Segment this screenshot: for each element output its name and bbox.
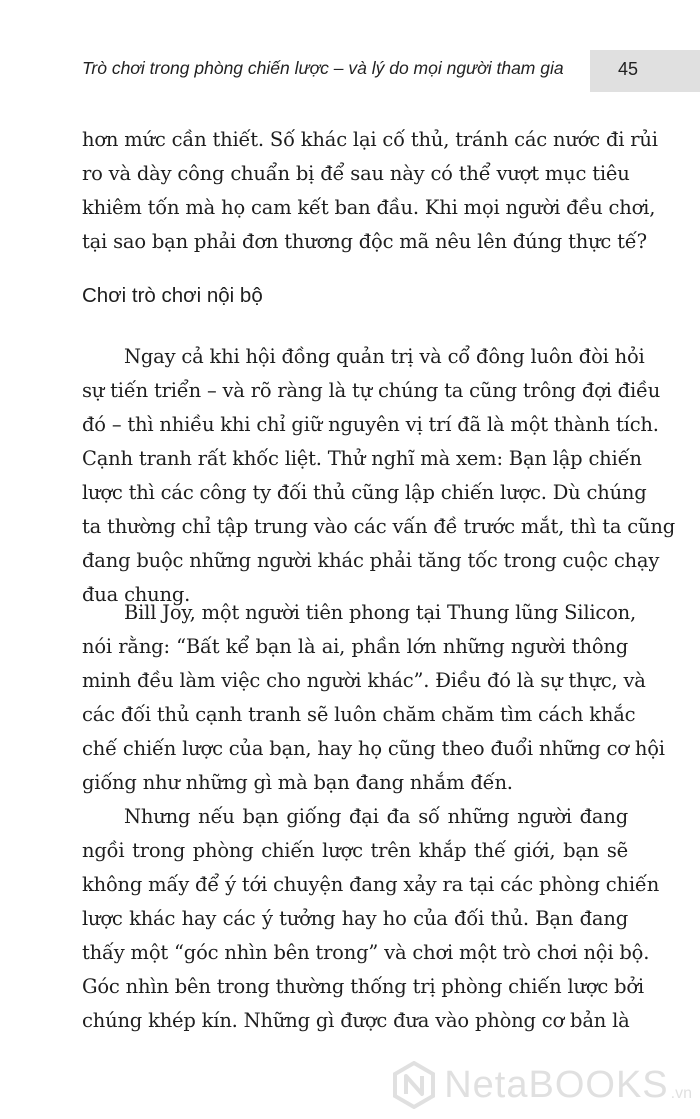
text-line: lược thì các công ty đối thủ cũng lập chiến lược. Dù chúng [82, 481, 647, 504]
text-line: đua chung. [82, 583, 191, 606]
intro-paragraph [82, 123, 658, 259]
page-number-box [590, 50, 700, 92]
text-line: chúng khép kín. Những gì được đưa vào phòng cơ bản là [82, 1009, 630, 1032]
text-line: đang buộc những người khác phải tăng tốc trong cuộc chạy [82, 549, 660, 572]
page-number: 45 [618, 59, 639, 79]
text-line: ta thường chỉ tập trung vào các vấn đề trước mắt, thì ta cũng [82, 515, 675, 538]
paragraph-1 [82, 340, 675, 612]
watermark [390, 1059, 692, 1111]
text-line: Ngay cả khi hội đồng quản trị và cổ đông luôn đòi hỏi [124, 345, 645, 368]
paragraph-2 [82, 596, 665, 800]
text-line: không mấy để ý tới chuyện đang xảy ra tại các phòng chiến [82, 873, 660, 896]
text-line: minh đều làm việc cho người khác”. Điều đó là sự thực, và [82, 669, 646, 692]
text-line: giống như những gì mà bạn đang nhắm đến. [82, 771, 513, 794]
text-line: ngồi trong phòng chiến lược trên khắp thế giới, bạn sẽ [82, 839, 628, 862]
text-line: thấy một “góc nhìn bên trong” và chơi một trò chơi nội bộ. [82, 941, 650, 964]
text-line: sự tiến triển – và rõ ràng là tự chúng ta cũng trông đợi điều [82, 379, 661, 402]
watermark-brand: NetaBOOKS [444, 1063, 669, 1106]
text-line: hơn mức cần thiết. Số khác lại cố thủ, tránh các nước đi rủi [82, 128, 658, 151]
text-line: Góc nhìn bên trong thường thống trị phòng chiến lược bởi [82, 975, 644, 998]
watermark-suffix: .vn [670, 1085, 692, 1102]
text-line: các đối thủ cạnh tranh sẽ luôn chăm chăm tìm cách khắc [82, 703, 636, 726]
text-line: đó – thì nhiều khi chỉ giữ nguyên vị trí đã là một thành tích. [82, 413, 659, 436]
paragraph-3 [82, 800, 660, 1038]
text-line: khiêm tốn mà họ cam kết ban đầu. Khi mọi người đều chơi, [82, 196, 656, 219]
text-line: Nhưng nếu bạn giống đại đa số những người đang [124, 805, 628, 828]
text-line: Bill Joy, một người tiên phong tại Thung lũng Silicon, [124, 601, 637, 624]
section-heading: Chơi trò chơi nội bộ [82, 284, 263, 307]
text-line: chế chiến lược của bạn, hay họ cũng theo đuổi những cơ hội [82, 737, 665, 760]
running-header [0, 50, 700, 92]
text-line: ro và dày công chuẩn bị để sau này có thể vượt mục tiêu [82, 162, 630, 185]
text-line: nói rằng: “Bất kể bạn là ai, phần lớn những người thông [82, 635, 628, 658]
netabooks-logo-icon [390, 1061, 438, 1109]
text-line: lược khác hay các ý tưởng hay ho của đối thủ. Bạn đang [82, 907, 628, 930]
header-title: Trò chơi trong phòng chiến lược – và lý do mọi người tham gia [82, 58, 564, 78]
text-line: Cạnh tranh rất khốc liệt. Thử nghĩ mà xem: Bạn lập chiến [82, 447, 642, 470]
text-line: tại sao bạn phải đơn thương độc mã nêu lên đúng thực tế? [82, 230, 647, 253]
